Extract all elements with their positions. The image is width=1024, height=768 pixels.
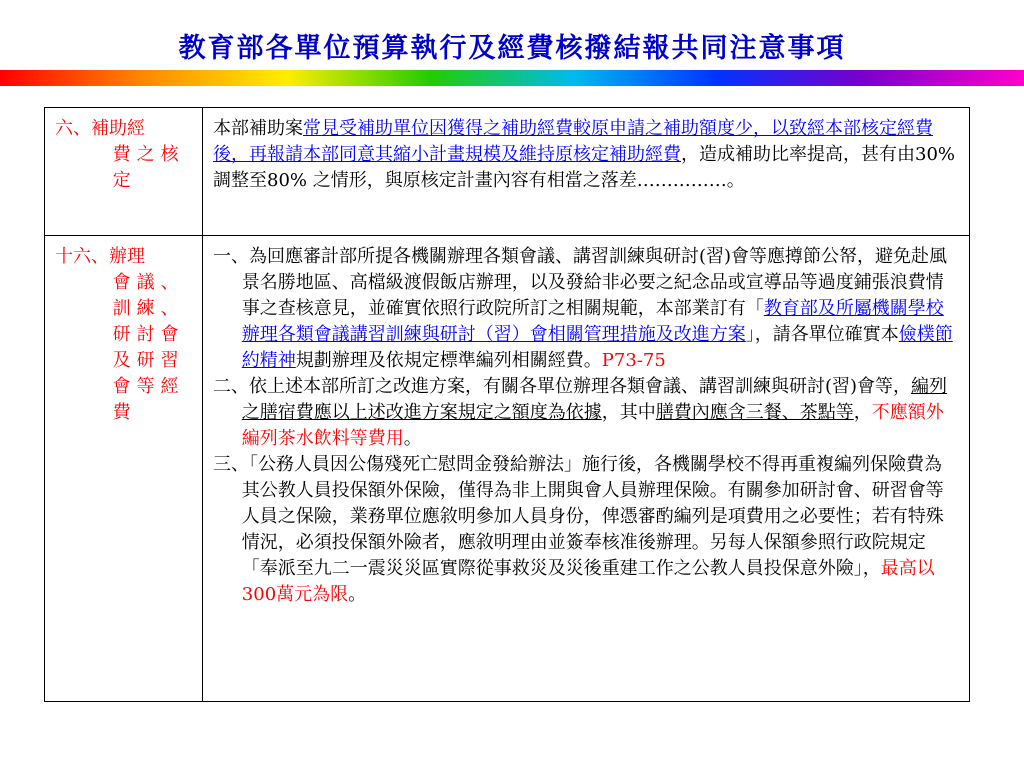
- label-line: 研討會: [112, 324, 185, 345]
- table-row: [45, 236, 970, 702]
- label-line: 定: [112, 170, 137, 191]
- content-text: 。: [403, 428, 422, 449]
- label-line: 及研習: [112, 350, 185, 371]
- content-text: ，造成補助比率提高，甚有由30% 調整至80% 之情形，與原核定計畫內容有相當之落差……………。: [213, 144, 956, 191]
- row-content: [203, 236, 970, 702]
- regulations-table: [44, 107, 970, 702]
- label-line: 會等經: [112, 376, 185, 397]
- rainbow-divider: [0, 70, 1024, 86]
- label-line: 會議、: [112, 272, 185, 293]
- content-text: 。: [348, 584, 367, 605]
- content-text: 一、為回應審計部所提各機關辦理各類會議、講習訓練與研討(習)會等應撙節公帑，避免赴風景名勝地區、高檔級渡假飯店辦理，以及發給非必要之紀念品或宣導品等過度鋪張浪費情事之查核意見，並確實依照行政院所訂之相關規範，本部業訂有「: [213, 246, 948, 319]
- content-text: 二、依上述本部所訂之改進方案，有關各單位辦理各類會議、講習訓練與研討(習)會等，: [213, 376, 912, 397]
- emphasized-text: 不應額外編列茶水飲料等費用: [241, 402, 944, 449]
- list-item: [213, 374, 959, 452]
- row-content: [203, 108, 970, 236]
- row-label: [45, 236, 203, 702]
- list-item: [213, 244, 959, 374]
- table-row: [45, 108, 970, 236]
- content-text: 規劃辦理及依規定標準編列相關經費。: [295, 350, 602, 371]
- row-label: [45, 108, 203, 236]
- list-item: [213, 452, 959, 608]
- underlined-text: 膳費內應含三餐、茶點等: [655, 402, 854, 423]
- content-text: ，其中: [601, 402, 656, 423]
- label-line: 訓練、: [112, 298, 185, 319]
- emphasized-text: 常見受補助單位因獲得之補助經費較原申請之補助額度少，以致經本部核定經費後，再報請本部同意其縮小計畫規模及維持原核定補助經費: [213, 118, 933, 165]
- label-line: 費: [112, 402, 137, 423]
- underlined-text: 編列之膳宿費應以上述改進方案規定之額度為依據: [241, 376, 948, 423]
- content-text: 」，請各單位確實本: [745, 324, 899, 345]
- content-text: ，: [853, 402, 872, 423]
- page-reference: P73-75: [601, 350, 666, 371]
- regulation-link[interactable]: 教育部及所屬機關學校辦理各類會議講習訓練與研討（習）會相關管理措施及改進方案: [241, 298, 944, 345]
- emphasized-text: 最高以300萬元為限: [241, 558, 935, 605]
- label-line: 十六、辦理: [55, 246, 145, 267]
- label-line: 費之核: [112, 144, 185, 165]
- label-line: 六、補助經: [55, 118, 145, 139]
- content-text: 三、「公務人員因公傷殘死亡慰問金發給辦法」施行後，各機關學校不得再重複編列保險費為其公教人員投保額外保險，僅得為非上開與會人員辦理保險。有關參加研討會、研習會等人員之保險，業務單位應敘明參加人員身份，俾憑審酌編列是項費用之必要性；若有特殊情況，必須投保額外險者，應敘明理由並簽奉核准後辦理。另每人保額參照行政院規定「奉派至九二一震災災區實際從事救災及災後重建工作之公教人員投保意外險」，: [213, 454, 944, 579]
- content-text: 本部補助案: [213, 118, 303, 139]
- emphasized-text: 儉樸節約精神: [241, 324, 953, 371]
- page-title: 教育部各單位預算執行及經費核撥結報共同注意事項: [178, 33, 846, 64]
